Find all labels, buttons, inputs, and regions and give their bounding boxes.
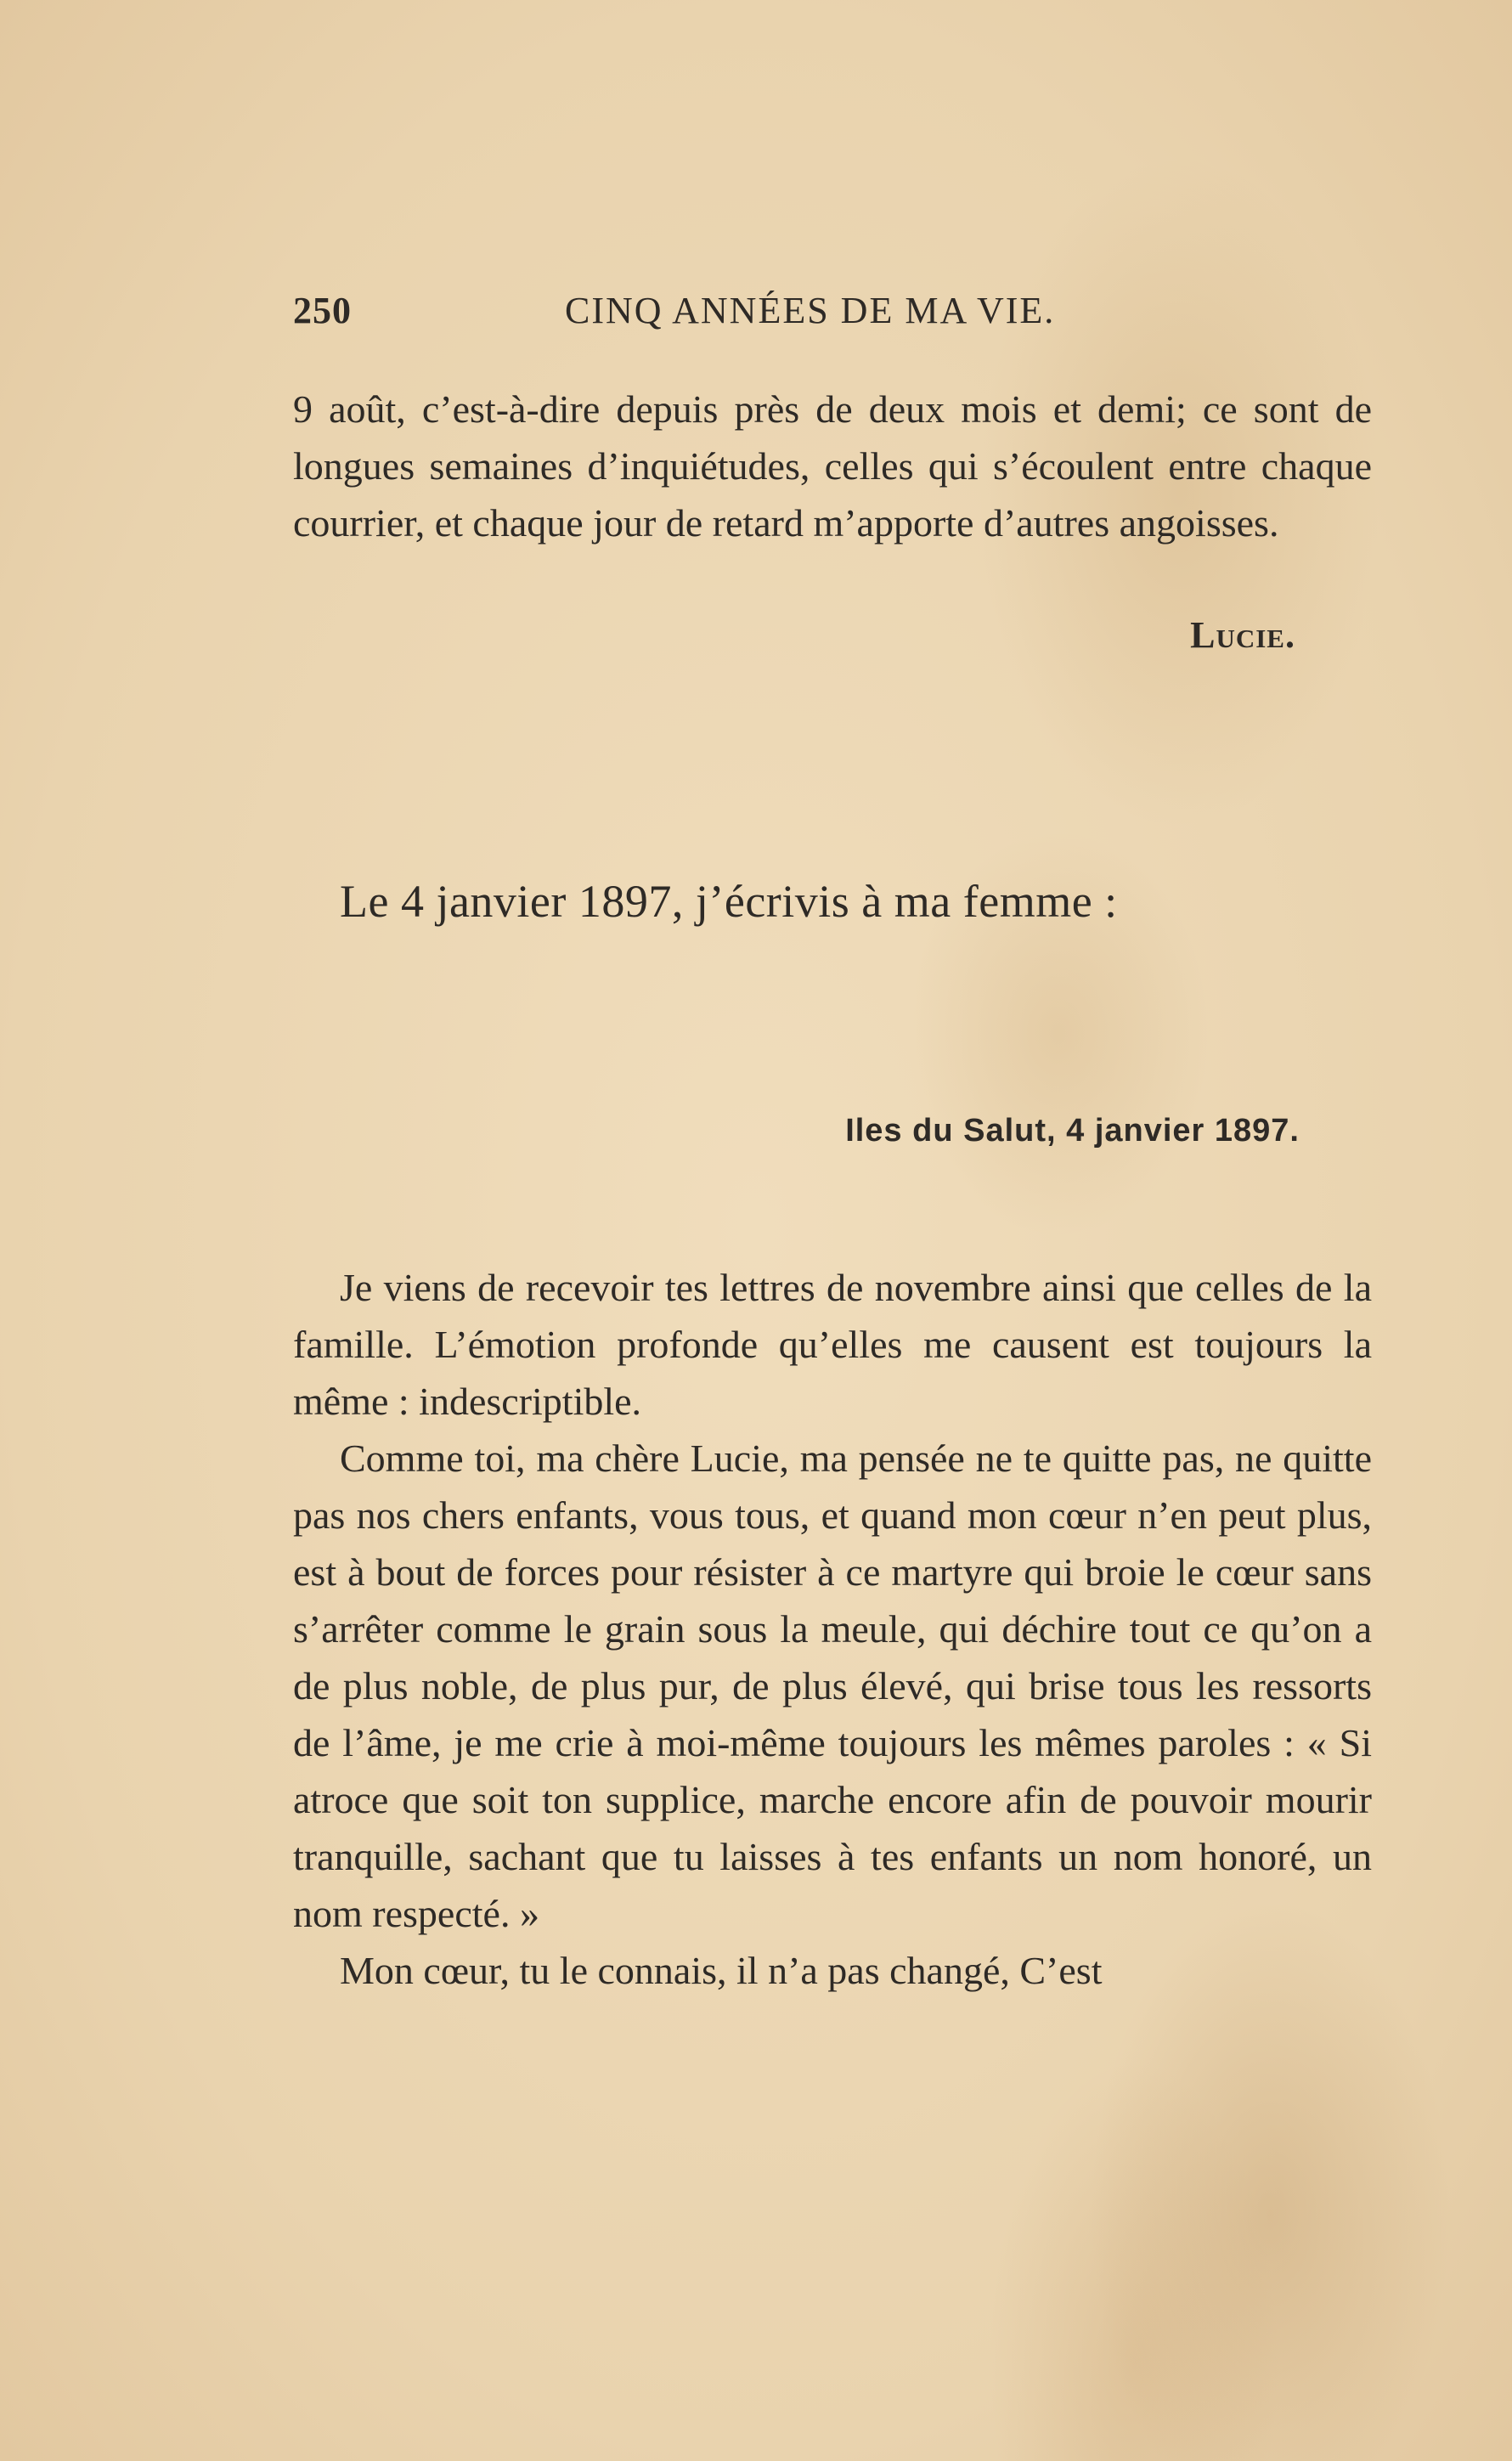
page-number: 250 [293, 290, 352, 331]
letter-body [293, 1259, 1372, 1999]
page-header [293, 289, 1372, 340]
letter-paragraph: Comme toi, ma chère Lucie, ma pensée ne te quitte pas, ne quitte pas nos chers enfants, vous tous, et quand mon cœur n’en peut plus, est à bout de forces pour résister à ce martyre qui broie le cœur sans s’arrêter comme le grain sous la meule, qui déchire tout ce qu’on a de plus noble, de plus pur, de plus élevé, qui brise tous les ressorts de l’âme, je me crie à moi-même toujours les mêmes paroles : « Si atroce que soit ton supplice, marche encore afin de pouvoir mourir tranquille, sachant que tu laisses à tes enfants un nom honoré, un nom respecté. » [293, 1437, 1372, 1935]
signature: Lucie. [1190, 614, 1295, 656]
continuation-paragraph: 9 août, c’est-à-dire depuis près de deux mois et demi; ce sont de longues semaines d’inquiétudes, celles qui s’écoulent entre chaque courrier, et chaque jour de retard m’apporte d’autres angoisses. [293, 387, 1372, 545]
letter-intro: Le 4 janvier 1897, j’écrivis à ma femme : [340, 876, 1118, 927]
letter-paragraph: Mon cœur, tu le connais, il n’a pas changé, C’est [340, 1949, 1103, 1992]
letter-paragraph: Je viens de recevoir tes lettres de novembre ainsi que celles de la famille. L’émotion profonde qu’elles me causent est toujours la même : indescriptible. [293, 1266, 1372, 1423]
running-title: CINQ ANNÉES DE MA VIE. [565, 290, 1056, 331]
letter-dateline: Iles du Salut, 4 janvier 1897. [845, 1113, 1300, 1149]
